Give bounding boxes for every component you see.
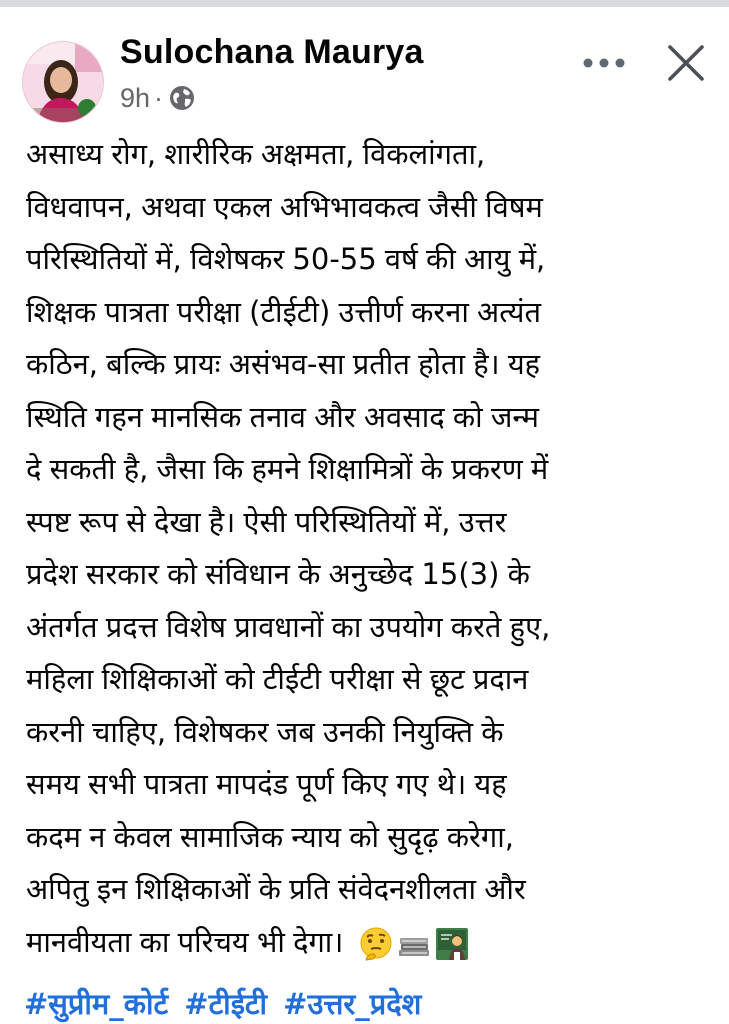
close-button[interactable]: [660, 37, 712, 89]
post-text-line: असाध्य रोग, शारीरिक अक्षमता, विकलांगता,: [26, 137, 486, 171]
meta-separator: ·: [154, 82, 164, 113]
post-text-line: परिस्थितियों में, विशेषकर 50-55 वर्ष की आयु में,: [26, 242, 546, 276]
post-text-line: कदम न केवल सामाजिक न्याय को सुदृढ़ करेगा,: [26, 819, 514, 854]
post-text-line: विधवापन, अथवा एकल अभिभावकत्व जैसी विषम: [26, 189, 543, 224]
teacher-emoji: [434, 926, 470, 962]
avatar[interactable]: [22, 41, 104, 123]
post-text-line: स्थिति गहन मानसिक तनाव और अवसाद को जन्म: [26, 399, 539, 434]
globe-icon[interactable]: [169, 85, 195, 111]
post-text-line: करनी चाहिए, विशेषकर जब उनकी नियुक्ति के: [26, 714, 504, 749]
hashtags: [24, 984, 427, 1023]
hashtag-link[interactable]: #सुप्रीम_कोर्ट: [24, 987, 169, 1021]
hashtag-link[interactable]: #टीईटी: [184, 987, 268, 1021]
post-text: [26, 128, 726, 968]
more-dots-icon: [582, 57, 626, 69]
post-text-line: शिक्षक पात्रता परीक्षा (टीईटी) उत्तीर्ण करना अत्यंत: [26, 294, 541, 329]
post-text-line: समय सभी पात्रता मापदंड पूर्ण किए गए थे। यह: [26, 767, 507, 801]
avatar-image-icon: [23, 42, 103, 122]
close-icon: [667, 44, 705, 82]
emoji-group: [358, 926, 472, 962]
post-text-line: कठिन, बल्कि प्रायः असंभव-सा प्रतीत होता है। यह: [26, 347, 541, 381]
post-text-line: मानवीयता का परिचय भी देगा।: [26, 924, 344, 959]
top-strip: [0, 0, 729, 7]
more-options-button[interactable]: [576, 43, 632, 83]
post-time[interactable]: 9h: [120, 82, 151, 113]
post-meta: [120, 83, 195, 113]
author-name[interactable]: Sulochana Maurya: [120, 33, 424, 71]
post-text-line: अपितु इन शिक्षिकाओं के प्रति संवेदनशीलता और: [26, 872, 526, 906]
thinking-face-emoji: [358, 926, 394, 962]
post-text-line: अंतर्गत प्रदत्त विशेष प्रावधानों का उपयोग करते हुए,: [26, 609, 551, 644]
post-text-line: महिला शिक्षिकाओं को टीईटी परीक्षा से छूट प्रदान: [26, 662, 529, 696]
post-text-line: स्पष्ट रूप से देखा है। ऐसी परिस्थितियों में, उत्तर: [26, 504, 507, 539]
post-header: [0, 7, 729, 117]
post-text-line: प्रदेश सरकार को संविधान के अनुच्छेद 15(3) के: [26, 557, 530, 591]
hashtag-link[interactable]: #उत्तर_प्रदेश: [283, 987, 422, 1021]
post-text-line: दे सकती है, जैसा कि हमने शिक्षामित्रों के प्रकरण में: [26, 452, 549, 486]
post-text-last-line: [26, 916, 726, 969]
books-emoji: [396, 926, 432, 962]
